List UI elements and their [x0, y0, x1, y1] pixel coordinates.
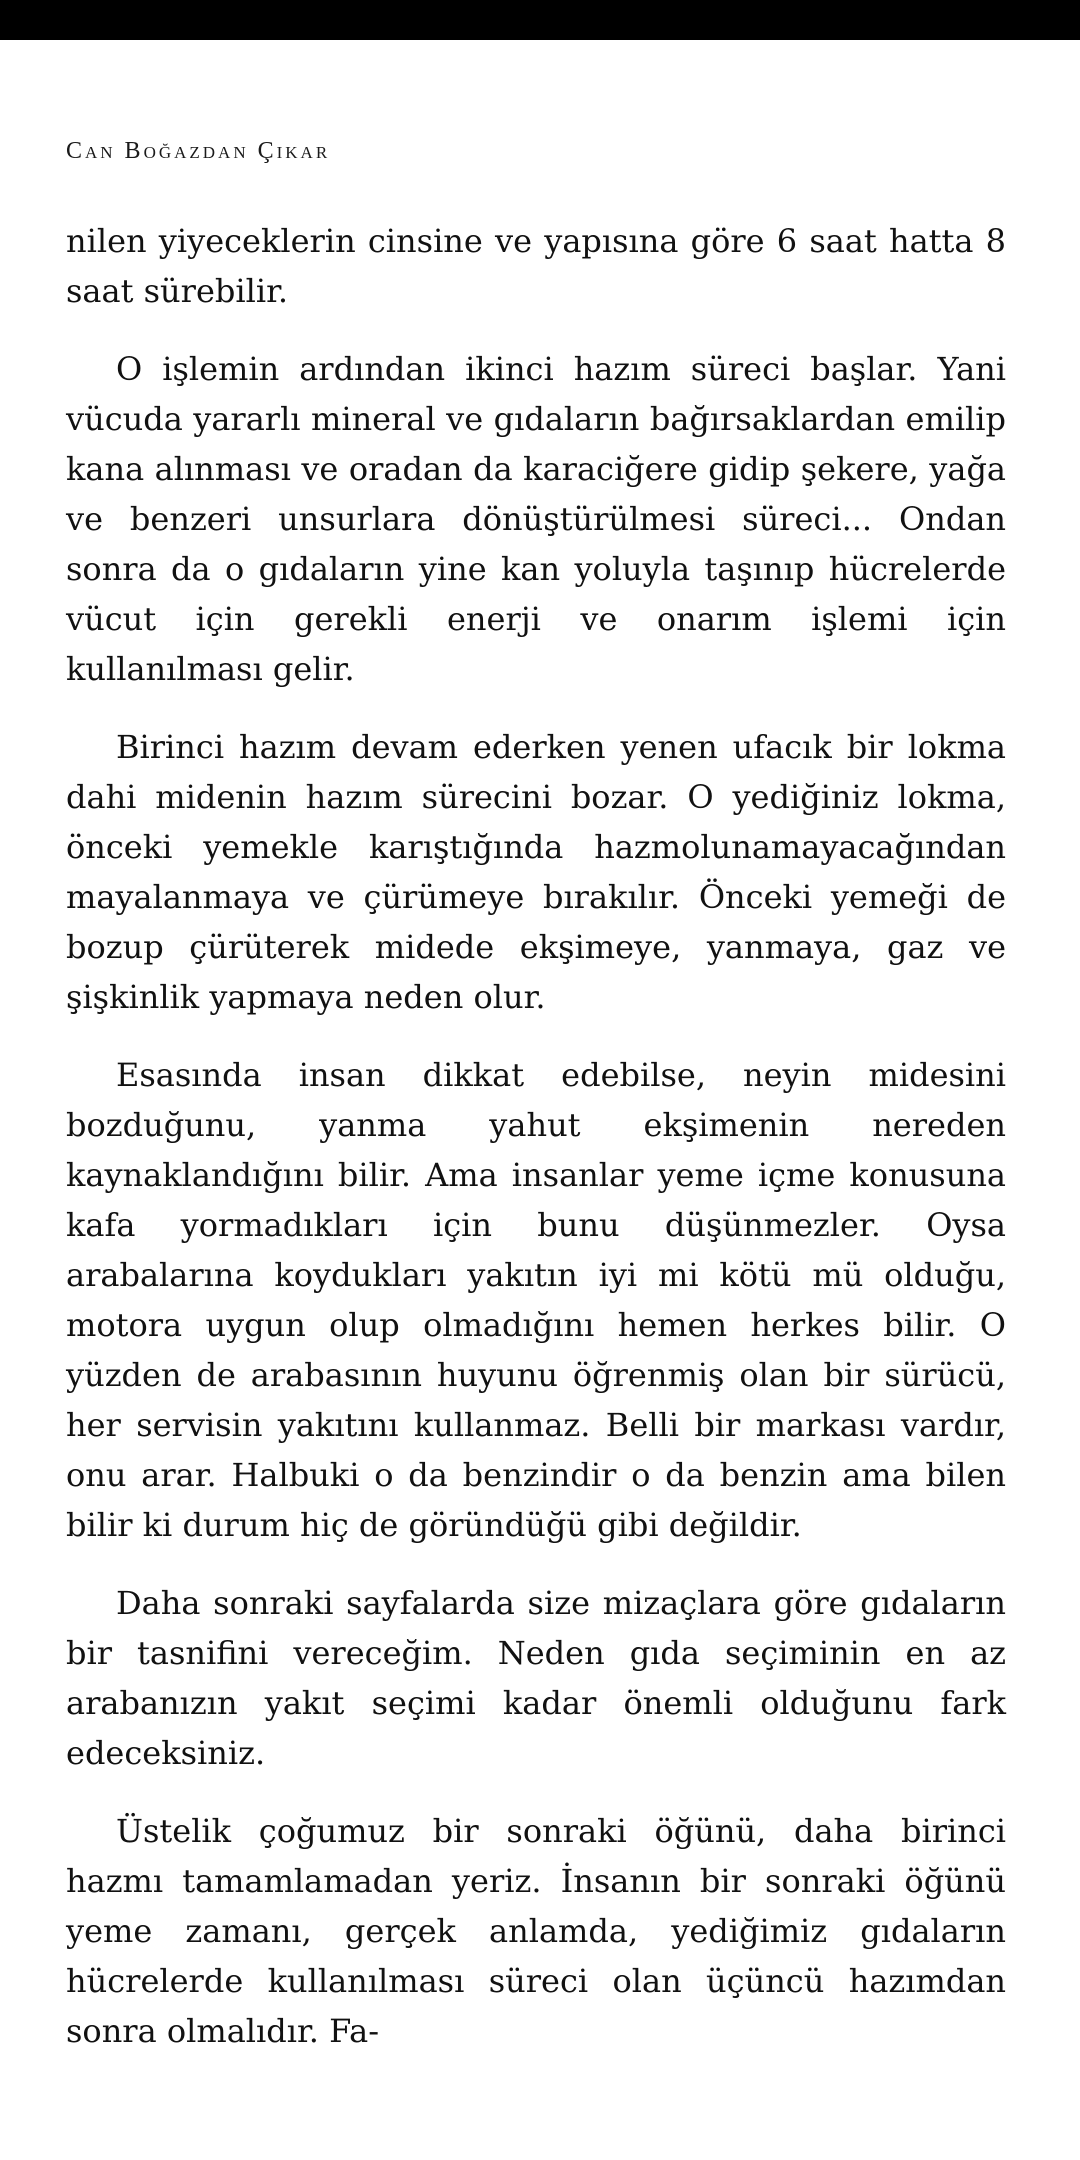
page-body [66, 216, 1006, 2084]
paragraph: Esasında insan dikkat edebilse, neyin midesini bozduğunu, yanma yahut ekşimenin nereden kaynaklandığını bilir. Ama insanlar yeme içme konusuna kafa yormadıkları için bunu düşünmezler. Oysa arabalarına koydukları yakıtın iyi mi kötü mü olduğu, motora uygun olup olmadığını hemen herkes bilir. O yüzden de arabasının huyunu öğrenmiş olan bir sürücü, her servisin yakıtını kullanmaz. Belli bir markası vardır, onu arar. Halbuki o da benzindir o da benzin ama bilen bilir ki durum hiç de göründüğü gibi değildir. [66, 1056, 1006, 1544]
paragraph: Birinci hazım devam ederken yenen ufacık bir lokma dahi midenin hazım sürecini bozar. O yediğiniz lokma, önceki yemekle karıştığında hazmolunamayacağından mayalanmaya ve çürümeye bırakılır. Önceki yemeği de bozup çürüterek midede ekşimeye, yanmaya, gaz ve şişkinlik yapmaya neden olur. [66, 728, 1006, 1016]
paragraph: Üstelik çoğumuz bir sonraki öğünü, daha birinci hazmı tamamlamadan yeriz. İnsanın bir sonraki öğünü yeme zamanı, gerçek anlamda, yediğimiz gıdaların hücrelerde kullanılması süreci olan üçüncü hazımdan sonra olmalıdır. Fa- [66, 1812, 1006, 2050]
status-bar [0, 0, 1080, 40]
paragraph: Daha sonraki sayfalarda size mizaçlara göre gıdaların bir tasnifini vereceğim. Neden gıda seçiminin en az arabanızın yakıt seçimi kadar önemli olduğunu fark edeceksiniz. [66, 1584, 1006, 1772]
paragraph: O işlemin ardından ikinci hazım süreci başlar. Yani vücuda yararlı mineral ve gıdaların bağırsaklardan emilip kana alınması ve oradan da karaciğere gidip şekere, yağa ve benzeri unsurlara dönüştürülmesi süreci... Ondan sonra da o gıdaların yine kan yoluyla taşınıp hücrelerde vücut için gerekli enerji ve onarım işlemi için kullanılması gelir. [66, 350, 1006, 688]
paragraph: nilen yiyeceklerin cinsine ve yapısına göre 6 saat hatta 8 saat sürebilir. [66, 222, 1006, 310]
running-head: Can Boğazdan Çıkar [66, 138, 331, 164]
